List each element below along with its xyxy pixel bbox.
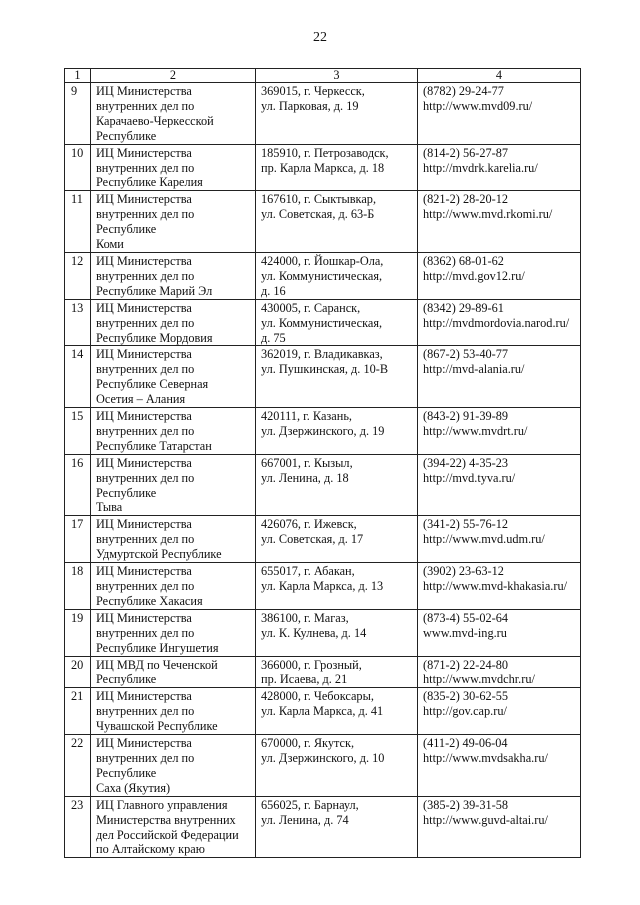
organization-cell xyxy=(91,516,256,563)
address-line: 366000, г. Грозный, xyxy=(261,657,362,672)
organization-line: дел Российской Федерации xyxy=(96,827,239,842)
table-row xyxy=(65,796,581,858)
address-cell xyxy=(256,83,418,145)
address-cell xyxy=(256,144,418,191)
row-number: 10 xyxy=(65,144,91,191)
organization-line: внутренних дел по xyxy=(96,207,195,222)
table-row xyxy=(65,346,581,408)
address-cell xyxy=(256,454,418,516)
header-col-4: 4 xyxy=(418,69,581,83)
organization-line: ИЦ Министерства xyxy=(96,145,192,160)
organization-cell xyxy=(91,83,256,145)
address-line: ул. Карла Маркса, д. 13 xyxy=(261,579,384,593)
address-line: ул. Советская, д. 17 xyxy=(261,532,364,547)
address-cell xyxy=(256,688,418,735)
contacts-cell xyxy=(418,408,581,455)
organization-line: внутренних дел по xyxy=(96,268,195,283)
contacts-line: (843-2) 91-39-89 xyxy=(423,409,509,424)
address-line: 362019, г. Владикавказ, xyxy=(261,347,383,362)
organization-line: Республике xyxy=(96,672,157,687)
organization-line: Министерства внутренних xyxy=(96,812,236,827)
contacts-cell xyxy=(418,299,581,346)
address-line: ул. Ленина, д. 18 xyxy=(261,470,349,485)
address-line: ул. Дзержинского, д. 10 xyxy=(261,750,385,765)
table-row xyxy=(65,656,581,688)
contacts-cell xyxy=(418,191,581,253)
address-line: 667001, г. Кызыл, xyxy=(261,455,353,470)
organization-line: внутренних дел по xyxy=(96,315,195,330)
contacts-line: (873-4) 55-02-64 xyxy=(423,610,509,625)
organization-line: внутренних дел по xyxy=(96,579,195,593)
organization-line: внутренних дел по xyxy=(96,362,195,377)
address-cell xyxy=(256,299,418,346)
organization-line: ИЦ Министерства xyxy=(96,455,192,470)
address-line: 428000, г. Чебоксары, xyxy=(261,689,374,704)
address-cell xyxy=(256,346,418,408)
address-cell xyxy=(256,796,418,858)
address-line: ул. Пушкинская, д. 10-В xyxy=(261,362,389,377)
row-number: 18 xyxy=(65,563,91,610)
contacts-line: (8782) 29-24-77 xyxy=(423,84,504,98)
organization-line: Республике Мордовия xyxy=(96,330,213,345)
organization-cell xyxy=(91,563,256,610)
contacts-cell xyxy=(418,688,581,735)
contacts-line[interactable]: http://mvd-alania.ru/ xyxy=(423,362,525,377)
table-body xyxy=(65,83,581,858)
address-line: ул. К. Кулнева, д. 14 xyxy=(261,625,367,640)
row-number: 11 xyxy=(65,191,91,253)
header-col-1: 1 xyxy=(65,69,91,83)
organization-line: ИЦ Министерства xyxy=(96,347,192,362)
contacts-line: (867-2) 53-40-77 xyxy=(423,347,509,362)
contacts-line[interactable]: http://www.mvd09.ru/ xyxy=(423,98,533,113)
organization-line: ИЦ Главного управления xyxy=(96,797,228,812)
address-line: 656025, г. Барнаул, xyxy=(261,797,359,812)
organization-line: Республике Татарстан xyxy=(96,438,212,453)
organization-line: ИЦ Министерства xyxy=(96,192,192,207)
organization-line: внутренних дел по xyxy=(96,625,195,640)
address-cell xyxy=(256,609,418,656)
organization-line: внутренних дел по xyxy=(96,532,195,547)
row-number: 21 xyxy=(65,688,91,735)
contacts-line: (814-2) 56-27-87 xyxy=(423,145,509,160)
organization-line: ИЦ Министерства xyxy=(96,517,192,532)
organization-line: ИЦ Министерства xyxy=(96,736,192,751)
row-number: 12 xyxy=(65,252,91,299)
organization-line: Республике Хакасия xyxy=(96,593,203,608)
contacts-line[interactable]: www.mvd-ing.ru xyxy=(423,625,507,640)
row-number: 19 xyxy=(65,609,91,656)
address-line: ул. Коммунистическая, xyxy=(261,315,383,330)
row-number: 20 xyxy=(65,656,91,688)
organization-cell xyxy=(91,454,256,516)
table-header-row xyxy=(65,69,581,83)
organization-line: Удмуртской Республике xyxy=(96,547,222,562)
contacts-cell xyxy=(418,83,581,145)
organization-cell xyxy=(91,796,256,858)
table-row xyxy=(65,144,581,191)
organization-line: ИЦ Министерства xyxy=(96,689,192,704)
table-row xyxy=(65,191,581,253)
contacts-line[interactable]: http://www.mvdrt.ru/ xyxy=(423,423,528,438)
address-line: пр. Исаева, д. 21 xyxy=(261,672,348,687)
address-line: д. 16 xyxy=(261,283,286,298)
table-row xyxy=(65,609,581,656)
contacts-line[interactable]: http://www.mvd-khakasia.ru/ xyxy=(423,579,568,593)
contacts-line[interactable]: http://mvd.gov12.ru/ xyxy=(423,268,525,283)
address-line: 655017, г. Абакан, xyxy=(261,564,355,579)
organization-line: ИЦ Министерства xyxy=(96,610,192,625)
contacts-cell xyxy=(418,144,581,191)
contacts-line[interactable]: http://www.mvdsakha.ru/ xyxy=(423,750,548,765)
table-row xyxy=(65,563,581,610)
contacts-line[interactable]: http://mvd.tyva.ru/ xyxy=(423,470,516,485)
contacts-line[interactable]: http://mvdrk.karelia.ru/ xyxy=(423,160,538,175)
table-row xyxy=(65,454,581,516)
organization-line: ИЦ МВД по Чеченской xyxy=(96,657,218,672)
organization-cell xyxy=(91,144,256,191)
organization-line: Республике xyxy=(96,485,157,500)
address-line: 369015, г. Черкесск, xyxy=(261,84,365,98)
row-number: 15 xyxy=(65,408,91,455)
organization-line: Республике Северная xyxy=(96,377,209,392)
address-cell xyxy=(256,563,418,610)
contacts-line: (385-2) 39-31-58 xyxy=(423,797,509,812)
address-cell xyxy=(256,408,418,455)
row-number: 23 xyxy=(65,796,91,858)
contacts-line[interactable]: http://www.guvd-altai.ru/ xyxy=(423,812,548,827)
organization-cell xyxy=(91,609,256,656)
organization-line: Чувашской Республике xyxy=(96,719,218,734)
row-number: 9 xyxy=(65,83,91,145)
contacts-line[interactable]: http://gov.cap.ru/ xyxy=(423,704,507,719)
address-line: 167610, г. Сыктывкар, xyxy=(261,192,377,207)
contacts-line: (8362) 68-01-62 xyxy=(423,253,504,268)
row-number: 22 xyxy=(65,735,91,797)
organization-cell xyxy=(91,191,256,253)
organization-line: Тыва xyxy=(96,500,123,515)
contacts-cell xyxy=(418,563,581,610)
contacts-cell xyxy=(418,656,581,688)
contacts-cell xyxy=(418,516,581,563)
organization-line: ИЦ Министерства xyxy=(96,564,192,579)
organization-cell xyxy=(91,688,256,735)
organization-cell xyxy=(91,299,256,346)
organization-cell xyxy=(91,408,256,455)
contacts-line[interactable]: http://www.mvd.rkomi.ru/ xyxy=(423,207,553,222)
contacts-line[interactable]: http://www.mvdchr.ru/ xyxy=(423,672,535,687)
row-number: 16 xyxy=(65,454,91,516)
address-line: 430005, г. Саранск, xyxy=(261,300,361,315)
directory-table xyxy=(64,68,581,858)
address-line: ул. Парковая, д. 19 xyxy=(261,98,359,113)
header-col-3: 3 xyxy=(256,69,418,83)
address-line: 670000, г. Якутск, xyxy=(261,736,355,751)
organization-cell xyxy=(91,656,256,688)
contacts-cell xyxy=(418,609,581,656)
organization-line: ИЦ Министерства xyxy=(96,253,192,268)
contacts-line[interactable]: http://mvdmordovia.narod.ru/ xyxy=(423,315,570,330)
organization-line: ИЦ Министерства xyxy=(96,300,192,315)
organization-line: внутренних дел по xyxy=(96,98,195,113)
organization-line: внутренних дел по xyxy=(96,704,195,719)
contacts-line: (394-22) 4-35-23 xyxy=(423,455,509,470)
organization-line: Республике xyxy=(96,128,157,143)
address-line: 420111, г. Казань, xyxy=(261,409,353,424)
row-number: 14 xyxy=(65,346,91,408)
address-cell xyxy=(256,656,418,688)
organization-line: Республике Марий Эл xyxy=(96,283,213,298)
contacts-line: (411-2) 49-06-04 xyxy=(423,736,508,751)
organization-line: внутренних дел по xyxy=(96,750,195,765)
organization-line: ИЦ Министерства xyxy=(96,409,192,424)
address-line: 424000, г. Йошкар-Ола, xyxy=(261,253,384,268)
organization-line: Республике Карелия xyxy=(96,175,203,190)
header-col-2: 2 xyxy=(91,69,256,83)
table-row xyxy=(65,516,581,563)
contacts-line: (871-2) 22-24-80 xyxy=(423,657,509,672)
organization-line: Осетия – Алания xyxy=(96,392,186,407)
contacts-line: (8342) 29-89-61 xyxy=(423,300,504,315)
contacts-line[interactable]: http://www.mvd.udm.ru/ xyxy=(423,532,545,547)
table-row xyxy=(65,299,581,346)
organization-cell xyxy=(91,346,256,408)
organization-line: Республике xyxy=(96,765,157,780)
organization-line: по Алтайскому краю xyxy=(96,842,205,857)
contacts-cell xyxy=(418,252,581,299)
table-row xyxy=(65,688,581,735)
organization-line: Карачаево-Черкесской xyxy=(96,113,214,128)
page-number: 22 xyxy=(313,30,327,45)
address-line: ул. Дзержинского, д. 19 xyxy=(261,423,385,438)
row-number: 13 xyxy=(65,299,91,346)
table-row xyxy=(65,83,581,145)
contacts-line: (341-2) 55-76-12 xyxy=(423,517,509,532)
address-line: 426076, г. Ижевск, xyxy=(261,517,357,532)
address-line: ул. Карла Маркса, д. 41 xyxy=(261,704,384,719)
organization-line: Саха (Якутия) xyxy=(96,780,171,795)
address-line: д. 75 xyxy=(261,330,286,345)
organization-cell xyxy=(91,735,256,797)
organization-line: Республике xyxy=(96,222,157,237)
organization-line: Республике Ингушетия xyxy=(96,640,219,655)
address-cell xyxy=(256,516,418,563)
organization-line: Коми xyxy=(96,237,124,252)
contacts-cell xyxy=(418,735,581,797)
address-cell xyxy=(256,735,418,797)
address-line: ул. Ленина, д. 74 xyxy=(261,812,349,827)
address-line: пр. Карла Маркса, д. 18 xyxy=(261,160,385,175)
contacts-line: (835-2) 30-62-55 xyxy=(423,689,509,704)
address-line: 386100, г. Магаз, xyxy=(261,610,349,625)
row-number: 17 xyxy=(65,516,91,563)
organization-line: внутренних дел по xyxy=(96,160,195,175)
table-row xyxy=(65,252,581,299)
organization-line: внутренних дел по xyxy=(96,423,195,438)
organization-cell xyxy=(91,252,256,299)
address-cell xyxy=(256,252,418,299)
table-row xyxy=(65,735,581,797)
organization-line: ИЦ Министерства xyxy=(96,84,192,98)
address-line: ул. Коммунистическая, xyxy=(261,268,383,283)
organization-line: внутренних дел по xyxy=(96,470,195,485)
address-line: ул. Советская, д. 63-Б xyxy=(261,207,375,222)
contacts-cell xyxy=(418,796,581,858)
table-row xyxy=(65,408,581,455)
address-cell xyxy=(256,191,418,253)
contacts-line: (821-2) 28-20-12 xyxy=(423,192,509,207)
contacts-cell xyxy=(418,454,581,516)
contacts-line: (3902) 23-63-12 xyxy=(423,564,504,579)
address-line: 185910, г. Петрозаводск, xyxy=(261,145,389,160)
contacts-cell xyxy=(418,346,581,408)
